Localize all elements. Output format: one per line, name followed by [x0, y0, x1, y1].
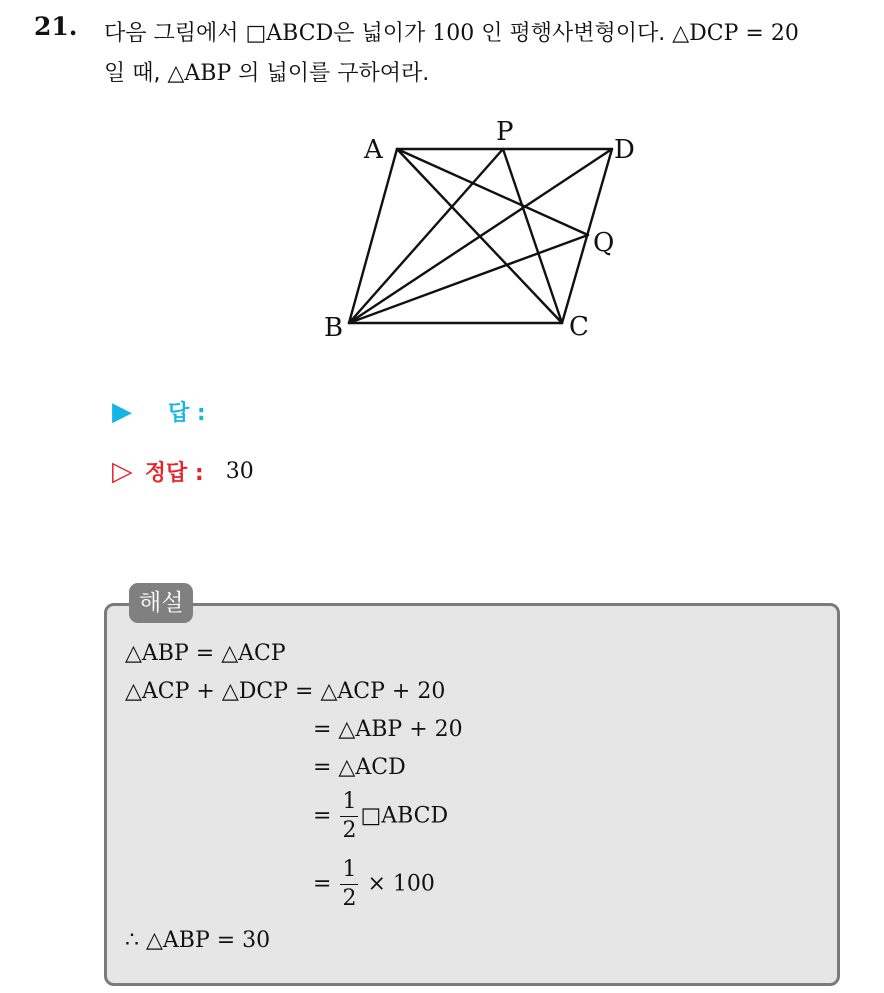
correct-answer-row: [112, 456, 254, 487]
correct-answer-value: 30: [225, 459, 254, 484]
solution-tab: 해설: [129, 583, 193, 623]
point-label-a: A: [364, 135, 383, 165]
solution-line-1: △ABP = △ACP: [125, 641, 286, 666]
point-label-q: Q: [593, 228, 615, 258]
answer-row: [112, 396, 206, 427]
solution-line-2: △ACP + △DCP = △ACP + 20: [125, 679, 446, 704]
outline-arrow-icon: ▷: [112, 456, 133, 487]
segment-bq: [349, 235, 588, 323]
question-text-line-1: 다음 그림에서 □ABCD은 넓이가 100 인 평행사변형이다. △DCP = 20: [104, 21, 799, 46]
fraction-half: $\frac{1}{2}$: [342, 857, 357, 911]
segment-pc: [503, 149, 562, 323]
fraction-half: $\frac{1}{2}$: [342, 789, 357, 843]
answer-label: 답 :: [168, 401, 206, 426]
play-arrow-icon: ▶: [112, 396, 132, 427]
correct-answer-label: 정답 :: [144, 461, 204, 486]
solution-line-5: = $\frac{1}{2}$ □ABCD: [313, 789, 449, 843]
question-number: 21.: [34, 12, 78, 41]
solution-line-3: = △ABP + 20: [313, 717, 463, 742]
solution-line-4: = △ACD: [313, 755, 406, 780]
point-label-b: B: [324, 313, 344, 343]
point-label-d: D: [614, 135, 635, 165]
solution-line-7: ∴ △ABP = 30: [125, 928, 271, 953]
solution-line-6: = $\frac{1}{2}$ × 100: [313, 857, 435, 911]
point-label-p: P: [496, 118, 514, 147]
parallelogram-figure: [320, 118, 650, 348]
question-text-line-2: 일 때, △ABP 의 넓이를 구하여라.: [104, 61, 430, 86]
point-label-c: C: [569, 312, 589, 342]
